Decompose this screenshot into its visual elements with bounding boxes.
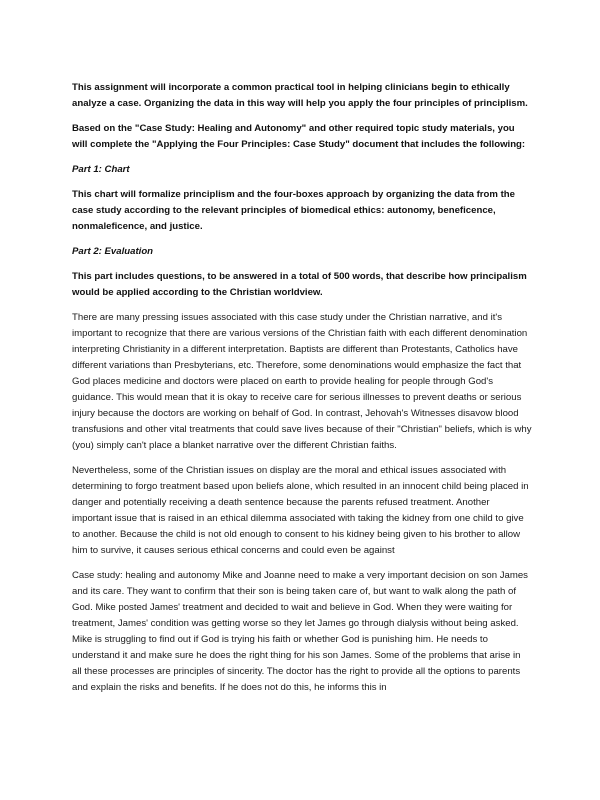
body-paragraph-1: There are many pressing issues associated with this case study under the Christian narrative, and it's important to recognize that there are various versions of the Christian faith with each different denomination interpreting Christianity in a different interpretation. Baptists are different than Protestants, Catholics have different variations than Presbyterians, etc. Therefore, some denominations would emphasize the fact that God places medicine and doctors were placed on earth to provide healing for people through God's guidance. This would mean that it is okay to receive care for serious illnesses to prevent deaths or serious injury because the doctors are working on behalf of God. In contrast, Jehovah's Witnesses disavow blood transfusions and other vital treatments that could save lives because of their "Christian" beliefs, which is why (you) simply can't place a blanket narrative over the different Christian faiths.	[72, 312, 532, 451]
intro-paragraph-1: This assignment will incorporate a common practical tool in helping clinicians begin to ethically analyze a case. Organizing the data in this way will help you apply the four principles of principlism.	[72, 82, 528, 109]
part2-description: This part includes questions, to be answered in a total of 500 words, that describe how principalism would be applied according to the Christian worldview.	[72, 271, 527, 298]
body-paragraph-3: Case study: healing and autonomy Mike and Joanne need to make a very important decision on son James and its care. They want to confirm that their son is being taken care of, but want to walk along the path of God. Mike posted James' treatment and decided to wait and believe in God. When they were waiting for treatment, James' condition was getting worse so they let James go through dialysis without being asked. Mike is struggling to find out if God is trying his faith or whether God is punishing him. He needs to understand it and make sure he does the right thing for his son James. Some of the problems that arise in all these processes are principles of sincerity. The doctor has the right to provide all the options to parents and explain the risks and benefits. If he does not do this, he informs this in	[72, 570, 528, 693]
body-paragraph-2: Nevertheless, some of the Christian issues on display are the moral and ethical issues associated with determining to forgo treatment based upon beliefs alone, which resulted in an innocent child being placed in danger and potentially receiving a death sentence because the parents refused treatment. Another important issue that is raised in an ethical dilemma associated with taking the kidney from one child to give to another. Because the child is not old enough to consent to his kidney being given to his brother to allow him to survive, it causes serious ethical concerns and could even be against	[72, 465, 529, 556]
part1-heading: Part 1: Chart	[72, 164, 130, 175]
part1-description: This chart will formalize principlism and the four-boxes approach by organizing the data from the case study according to the relevant principles of biomedical ethics: autonomy, beneficence, nonmaleficence, and justice.	[72, 189, 515, 232]
intro-paragraph-2: Based on the "Case Study: Healing and Autonomy" and other required topic study materials, you will complete the "Applying the Four Principles: Case Study" document that includes the following:	[72, 123, 526, 150]
document-page	[72, 80, 532, 705]
part2-heading: Part 2: Evaluation	[72, 246, 154, 257]
